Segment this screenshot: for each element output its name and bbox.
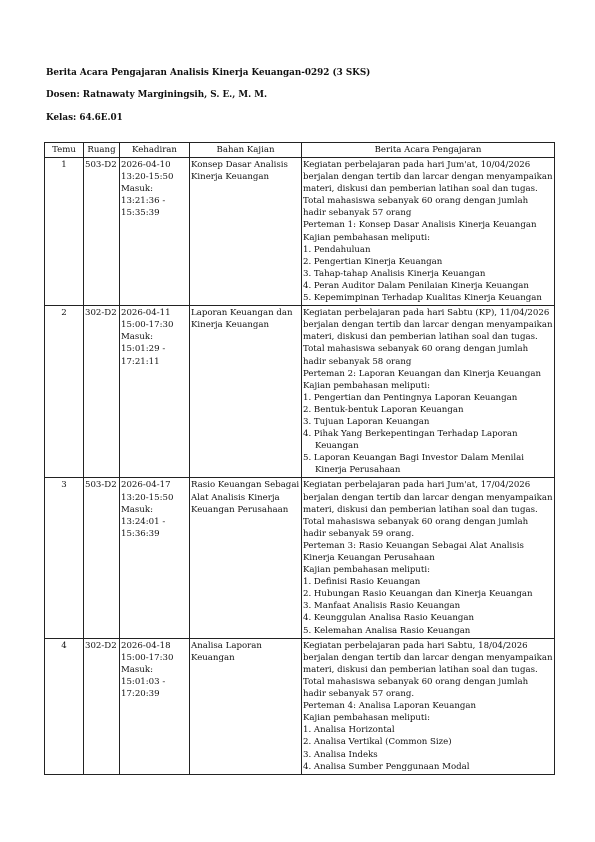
attendance-schedule: 13:20-15:50 [121,172,174,183]
attendance-out: 17:20:39 [121,689,160,700]
report-session-title: Perteman 1: Konsep Dasar Analisis Kinerja Keuangan [303,220,537,231]
meeting-number: 4 [45,638,84,774]
attendance-in: 13:24:01 - [121,516,166,527]
attendance-label: Masuk: [121,664,153,675]
report-topic-item: 1. Pengertian dan Pentingnya Laporan Keuangan [303,392,518,403]
report-topics-label: Kajian pembahasan meliputi: [303,565,431,576]
report-topic-item: 4. Pihak Yang Berkepentingan Terhadap Laporan Keuangan [303,429,518,452]
attendance-date: 2026-04-18 [121,640,171,651]
report-topic-item: 5. Kepemimpinan Terhadap Kualitas Kinerja Keuangan [303,293,542,304]
report-cell [302,158,555,306]
attendance-cell [120,638,190,774]
report-attendance-summary: Total mahasiswa sebanyak 60 orang dengan jumlah hadir sebanyak 57 orang [303,196,529,219]
report-topic-item: 4. Peran Auditor Dalam Penilaian Kinerja Keuangan [303,280,529,291]
report-paragraph: Kegiatan perbelajaran pada hari Jum'at, 17/04/2026 berjalan dengan tertib dan larcar dengan menyampaikan materi, diskusi dan pemberian latihan soal dan tugas. [303,480,553,515]
table-row [45,638,555,774]
report-cell [302,638,555,774]
report-session-title: Perteman 4: Analisa Laporan Keuangan [303,701,477,712]
report-paragraph: Kegiatan perbelajaran pada hari Sabtu, 18/04/2026 berjalan dengan tertib dan larcar dengan menyampaikan materi, diskusi dan pemberian latihan soal dan tugas. [303,640,553,675]
attendance-label: Masuk: [121,332,153,343]
meeting-number: 2 [45,306,84,478]
table-header-row [45,143,555,158]
attendance-cell [120,158,190,306]
attendance-out: 15:36:39 [121,528,160,539]
col-header-room: Ruang [84,143,120,158]
attendance-label: Masuk: [121,504,153,515]
report-topic-item: 4. Analisa Sumber Penggunaan Modal [303,761,470,772]
attendance-cell [120,306,190,478]
material-title: Laporan Keuangan dan Kinerja Keuangan [190,306,302,478]
table-row [45,306,555,478]
material-title: Analisa Laporan Keuangan [190,638,302,774]
room-code: 503-D2 [84,478,120,638]
attendance-date: 2026-04-11 [121,308,171,319]
report-topics-label: Kajian pembahasan meliputi: [303,380,431,391]
report-cell [302,306,555,478]
attendance-date: 2026-04-17 [121,480,171,491]
attendance-cell [120,478,190,638]
report-topic-item: 5. Laporan Keuangan Bagi Investor Dalam Menilai Kinerja Perusahaan [303,453,525,476]
report-attendance-summary: Total mahasiswa sebanyak 60 orang dengan jumlah hadir sebanyak 57 orang. [303,676,529,700]
report-topic-item: 1. Pendahuluan [303,244,371,255]
report-topic-item: 2. Hubungan Rasio Keuangan dan Kinerja Keuangan [303,589,533,600]
attendance-in: 15:01:29 - [121,344,166,355]
course-title: Berita Acara Pengajaran Analisis Kinerja Keuangan-0292 (3 SKS) [46,68,371,78]
col-header-material: Bahan Kajian [190,143,302,158]
attendance-out: 17:21:11 [121,356,160,367]
material-title: Rasio Keuangan Sebagai Alat Analisis Kinerja Keuangan Perusahaan [190,478,302,638]
report-paragraph: Kegiatan perbelajaran pada hari Jum'at, 10/04/2026 berjalan dengan tertib dan larcar dengan menyampaikan materi, diskusi dan pemberian latihan soal dan tugas. [303,160,553,195]
report-topic-item: 3. Manfaat Analisis Rasio Keuangan [303,601,461,612]
report-topic-item: 4. Keunggulan Analisa Rasio Keuangan [303,613,475,624]
report-topic-item: 3. Tujuan Laporan Keuangan [303,416,430,427]
attendance-date: 2026-04-10 [121,160,171,170]
attendance-in: 13:21:36 - [121,196,166,207]
attendance-in: 15:01:03 - [121,676,166,687]
report-topic-item: 2. Pengertian Kinerja Keuangan [303,256,443,267]
room-code: 503-D2 [84,158,120,306]
report-cell [302,478,555,638]
teaching-report-table [44,142,555,775]
class-code: Kelas: 64.6E.01 [46,112,123,123]
material-title: Konsep Dasar Analisis Kinerja Keuangan [190,158,302,306]
col-header-attendance: Kehadiran [120,143,190,158]
report-topic-item: 2. Bentuk-bentuk Laporan Keuangan [303,404,464,415]
attendance-schedule: 15:00-17:30 [121,652,174,663]
report-topic-item: 2. Analisa Vertikal (Common Size) [303,737,452,748]
report-session-title: Perteman 3: Rasio Keuangan Sebagai Alat Analisis Kinerja Keuangan Perusahaan [303,540,524,563]
document-header [46,67,566,134]
table-row [45,478,555,638]
report-attendance-summary: Total mahasiswa sebanyak 60 orang dengan jumlah hadir sebanyak 59 orang. [303,516,529,539]
report-topics-label: Kajian pembahasan meliputi: [303,713,431,724]
report-topic-item: 3. Tahap-tahap Analisis Kinerja Keuangan [303,268,486,279]
attendance-out: 15:35:39 [121,208,160,219]
table-row [45,158,555,306]
meeting-number: 3 [45,478,84,638]
report-topic-item: 1. Definisi Rasio Keuangan [303,577,421,588]
report-topic-item: 3. Analisa Indeks [303,749,378,760]
report-topic-item: 5. Kelemahan Analisa Rasio Keuangan [303,625,471,636]
room-code: 302-D2 [84,306,120,478]
report-topic-item: 1. Analisa Horizontal [303,725,395,736]
lecturer-name: Dosen: Ratnawaty Marginingsih, S. E., M. M. [46,90,268,101]
attendance-label: Masuk: [121,184,153,195]
col-header-meeting: Temu [45,143,84,158]
col-header-report: Berita Acara Pengajaran [302,143,555,158]
report-topics-label: Kajian pembahasan meliputi: [303,232,431,243]
room-code: 302-D2 [84,638,120,774]
attendance-schedule: 15:00-17:30 [121,320,174,331]
report-paragraph: Kegiatan perbelajaran pada hari Sabtu (KP), 11/04/2026 berjalan dengan tertib dan larcar dengan menyampaikan materi, diskusi dan pemberian latihan soal dan tugas. Total mahasiswa sebanyak 60 orang dengan jumlah hadir sebanyak 58 orang [303,308,553,367]
meeting-number: 1 [45,158,84,306]
attendance-schedule: 13:20-15:50 [121,492,174,503]
report-session-title: Perteman 2: Laporan Keuangan dan Kinerja Keuangan [303,368,542,379]
